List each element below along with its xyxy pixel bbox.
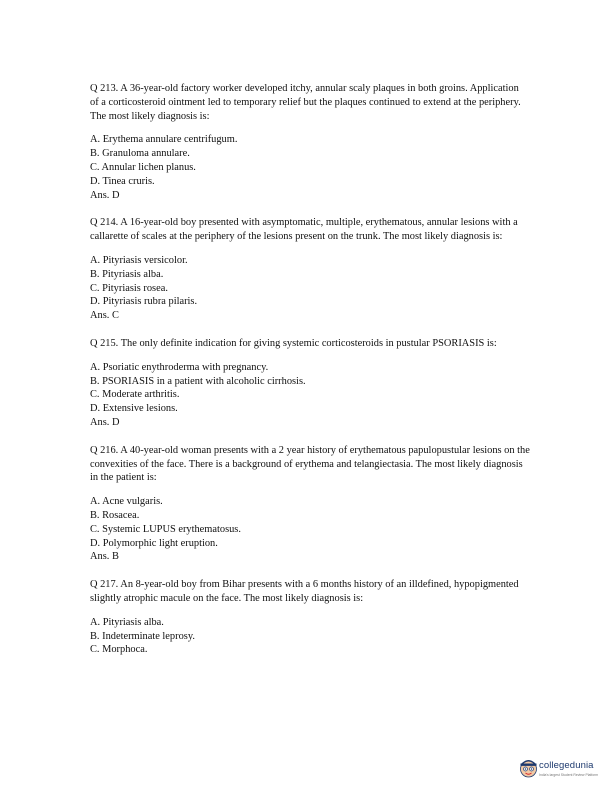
option-a: A. Pityriasis versicolor. — [90, 254, 188, 266]
question-text: Q 216. A 40-year-old woman presents with a 2 year history of erythematous papulopustular lesions on the convexities of the face. There is a background of erythema and telangiectasia. The most likely diagnosis in the patient is: — [90, 444, 530, 484]
option-d: D. Pityriasis rubra pilaris. — [90, 296, 198, 308]
answer: Ans. C — [90, 310, 119, 322]
mascot-icon — [519, 758, 538, 780]
logo-tagline: India's largest Student Review Platform — [539, 773, 599, 777]
option-b: B. Granuloma annulare. — [90, 148, 190, 160]
option-b: B. Indeterminate leprosy. — [90, 630, 195, 642]
option-c: C. Moderate arthritis. — [90, 389, 180, 401]
question-text: Q 214. A 16-year-old boy presented with asymptomatic, multiple, erythematous, annular lesions with a callarette of scales at the periphery of the lesions present on the trunk. The most likely diagnosis is: — [90, 217, 518, 243]
question-text: Q 217. An 8-year-old boy from Bihar presents with a 6 months history of an illdefined, hypopigmented slightly atrophic macule on the face. The most likely diagnosis is: — [90, 579, 519, 604]
question-text: Q 213. A 36-year-old factory worker developed itchy, annular scaly plaques in both groins. Application of a corticosteroid ointment led to temporary relief but the plaques continued to extend at the periphery. The most likely diagnosis is: — [90, 83, 521, 122]
answer: Ans. D — [90, 189, 120, 201]
question-block — [90, 337, 530, 430]
option-a: A. Psoriatic enythroderma with pregnancy. — [90, 361, 269, 373]
option-c: C. Pityriasis rosea. — [90, 282, 168, 294]
option-d: D. Tinea cruris. — [90, 175, 155, 187]
collegedunia-logo — [519, 757, 601, 783]
logo-wordmark: collegedunia — [539, 760, 594, 771]
question-block — [90, 216, 530, 323]
question-block — [90, 444, 530, 564]
question-block — [90, 578, 530, 657]
option-a: A. Acne vulgaris. — [90, 496, 163, 508]
options-list — [90, 361, 530, 416]
option-d: D. Extensive lesions. — [90, 403, 178, 415]
option-a: A. Pityriasis alba. — [90, 616, 164, 628]
answer: Ans. B — [90, 551, 119, 563]
option-a: A. Erythema annulare centrifugum. — [90, 134, 238, 146]
answer: Ans. D — [90, 416, 120, 428]
options-list — [90, 133, 530, 188]
options-list — [90, 495, 530, 550]
option-b: B. Pityriasis alba. — [90, 268, 164, 280]
option-b: B. PSORIASIS in a patient with alcoholic cirrhosis. — [90, 375, 306, 387]
option-d: D. Polymorphic light eruption. — [90, 537, 218, 549]
document-page — [90, 82, 530, 671]
question-text: Q 215. The only definite indication for giving systemic corticosteroids in pustular PSORIASIS is: — [90, 337, 497, 349]
option-c: C. Annular lichen planus. — [90, 161, 196, 173]
options-list — [90, 616, 530, 657]
option-c: C. Systemic LUPUS erythematosus. — [90, 523, 241, 535]
options-list — [90, 254, 530, 309]
option-c: C. Morphoca. — [90, 644, 148, 656]
question-block — [90, 82, 530, 202]
option-b: B. Rosacea. — [90, 509, 140, 521]
